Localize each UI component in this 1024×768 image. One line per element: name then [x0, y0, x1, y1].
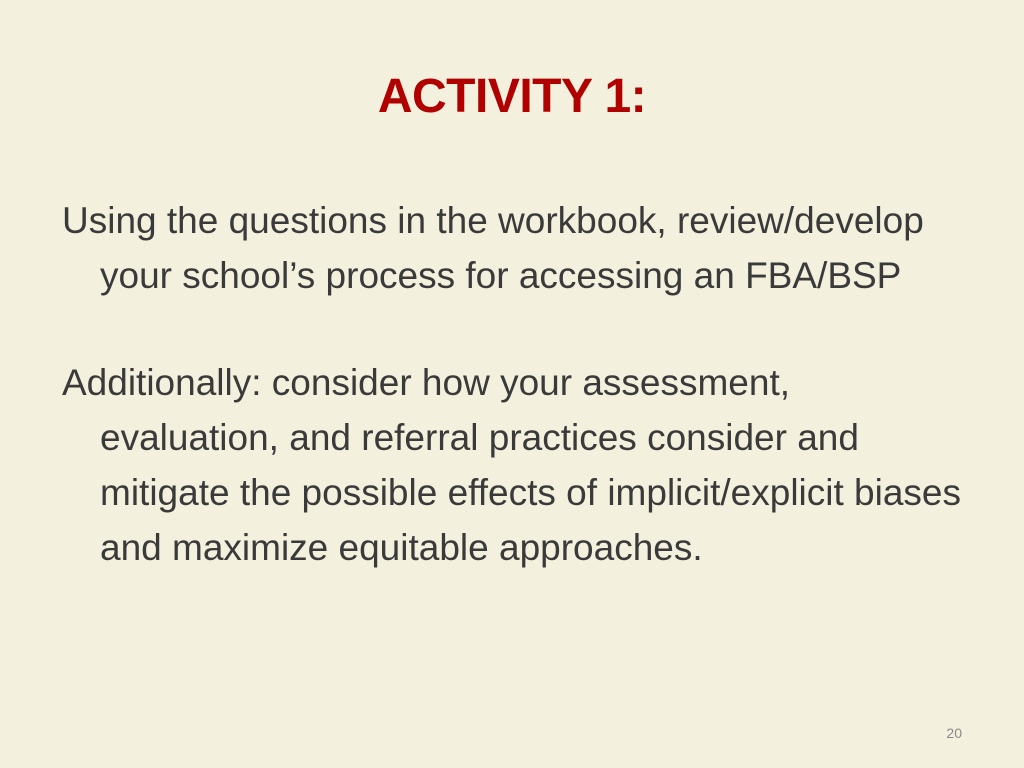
body-paragraph-1: Using the questions in the workbook, review/develop your school’s process for accessing an FBA/BSP: [62, 200, 924, 296]
slide-body: [62, 193, 972, 575]
page-number: 20: [946, 725, 962, 741]
body-paragraph-2: Additionally: consider how your assessment, evaluation, and referral practices consider and mitigate the possible effects of implicit/explicit biases and maximize equitable approaches.: [62, 362, 961, 568]
slide-title: ACTIVITY 1:: [377, 70, 647, 123]
